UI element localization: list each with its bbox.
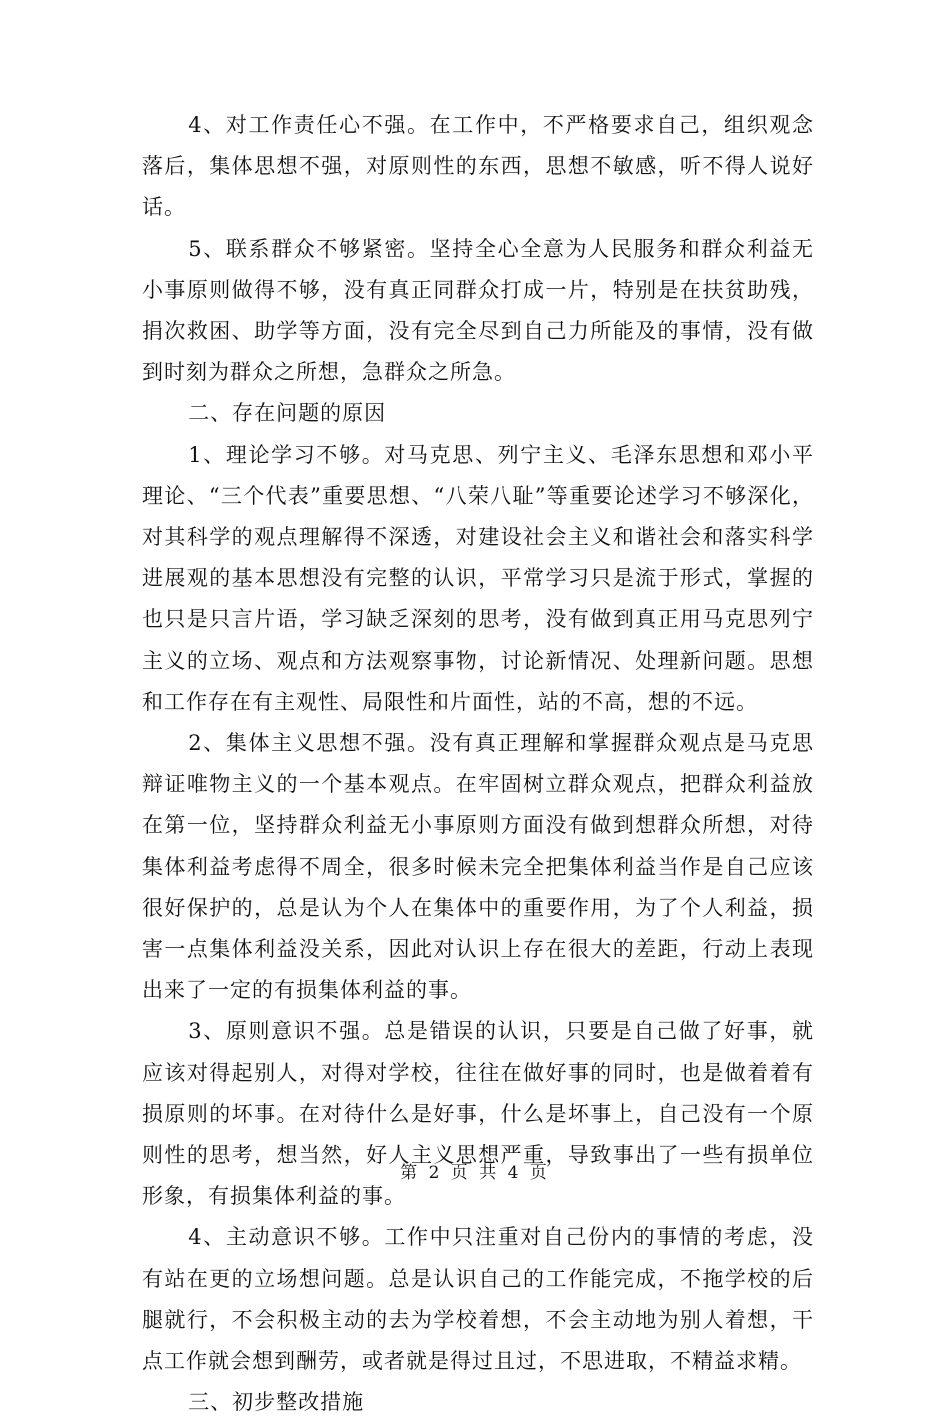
paragraph-responsibility: 4、对工作责任心不强。在工作中，不严格要求自己，组织观念落后，集体思想不强，对原则性的东西，思想不敏感，听不得人说好话。 (142, 113, 814, 220)
paragraph-collectivism: 2、集体主义思想不强。没有真正理解和掌握群众观点是马克思辩证唯物主义的一个基本观点。在牢固树立群众观点，把群众利益放在第一位，坚持群众利益无小事原则方面没有做到想群众所想，对待集体利益考虑得不周全，很多时候未完全把集体利益当作是自己应该很好保护的，总是认为个人在集体中的重要作用，为了个人利益，损害一点集体利益没关系，因此对认识上存在很大的差距，行动上表现出来了一定的有损集体利益的事。 (142, 731, 814, 1003)
section-heading-rectification: 三、初步整改措施 (188, 1390, 365, 1415)
paragraph-initiative: 4、主动意识不够。工作中只注重对自己份内的事情的考虑，没有站在更的立场想问题。总是认识自己的工作能完成，不拖学校的后腿就行，不会积极主动的去为学校着想，不会主动地为别人着想，干点工作就会想到酬劳，或者就是得过且过，不思进取，不精益求精。 (142, 1225, 814, 1374)
document-body (142, 105, 814, 1424)
page-number-footer: 第 2 页 共 4 页 (400, 1163, 550, 1183)
section-heading-causes: 二、存在问题的原因 (188, 401, 387, 426)
paragraph-theory-study: 1、理论学习不够。对马克思、列宁主义、毛泽东思想和邓小平理论、“三个代表”重要思想、“八荣八耻”等重要论述学习不够深化，对其科学的观点理解得不深透，对建设社会主义和谐社会和落实科学进展观的基本思想没有完整的认识，平常学习只是流于形式，掌握的也只是只言片语，学习缺乏深刻的思考，没有做到真正用马克思列宁主义的立场、观点和方法观察事物，讨论新情况、处理新问题。思想和工作存在有主观性、局限性和片面性，站的不高，想的不远。 (142, 442, 814, 714)
paragraph-masses-contact: 5、联系群众不够紧密。坚持全心全意为人民服务和群众利益无小事原则做得不够，没有真正同群众打成一片，特别是在扶贫助残，捐次救困、助学等方面，没有完全尽到自己力所能及的事情，没有做到时刻为群众之所想，急群众之所急。 (142, 236, 814, 385)
paragraph-principle-awareness: 3、原则意识不强。总是错误的认识，只要是自己做了好事，就应该对得起别人，对得对学校，往往在做好事的同时，也是做着着有损原则的坏事。在对待什么是好事，什么是坏事上，自己没有一个原则性的思考，想当然，好人主义思想严重，导致事出了一些有损单位形象，有损集体利益的事。 (142, 1019, 814, 1209)
